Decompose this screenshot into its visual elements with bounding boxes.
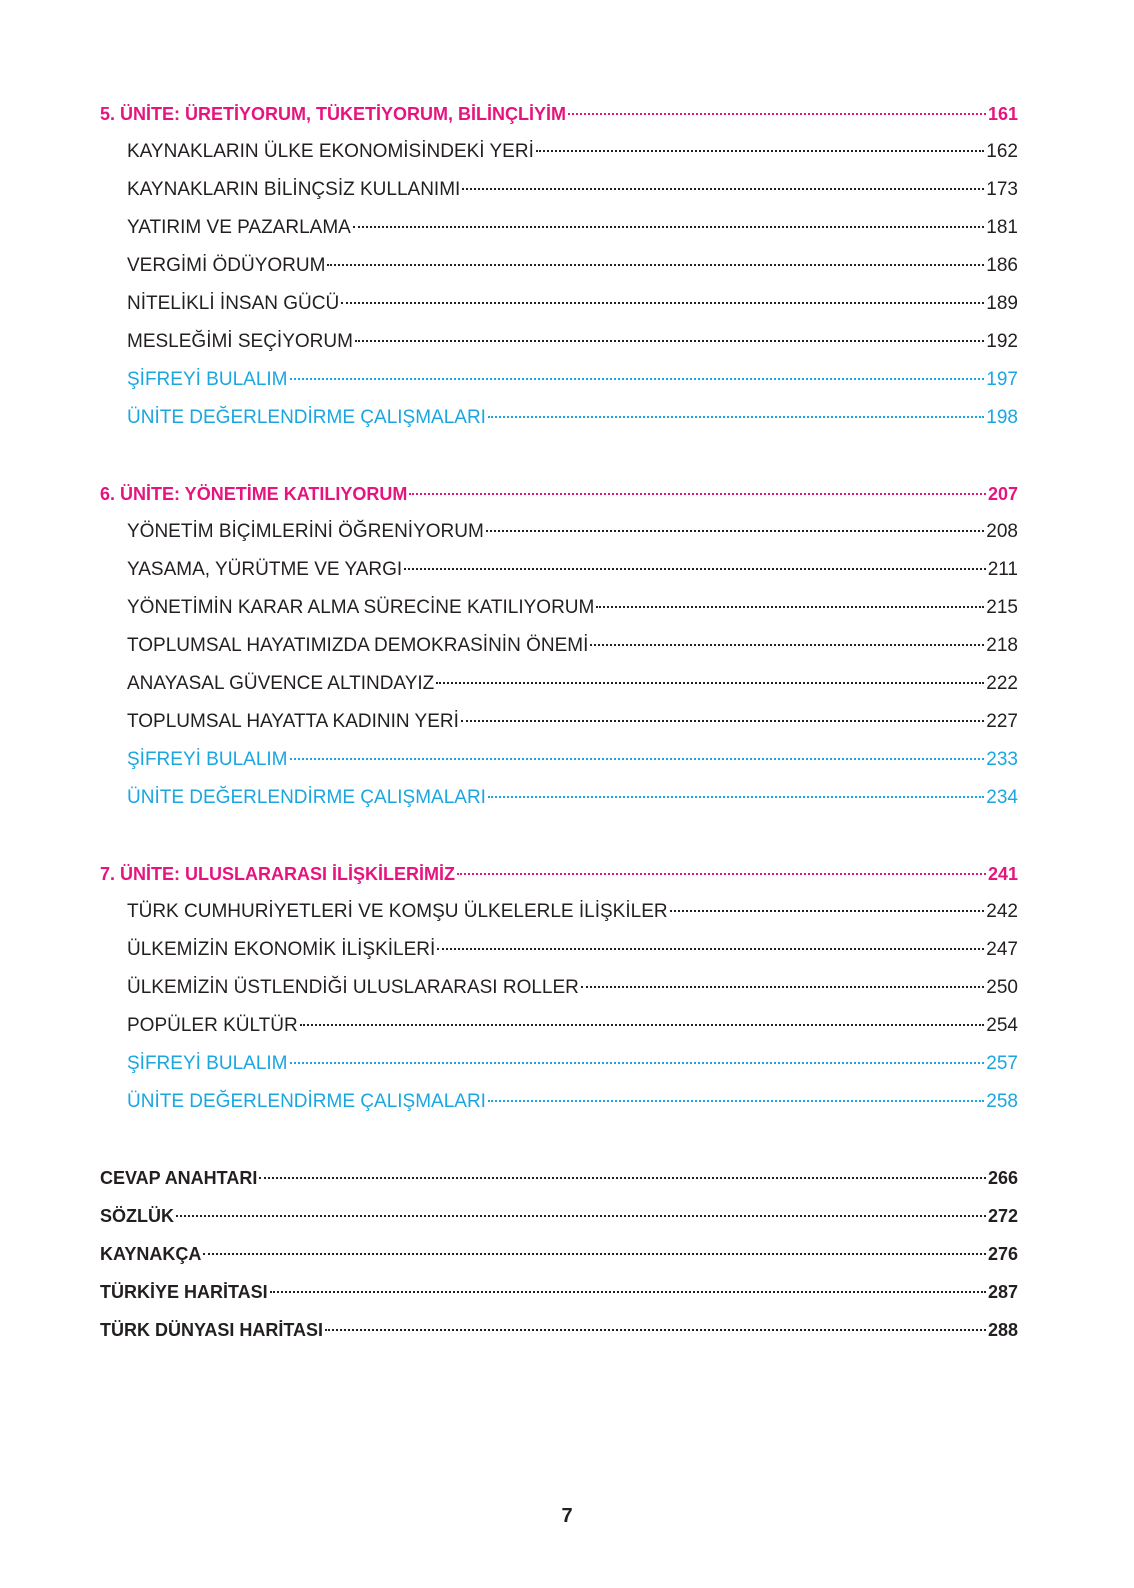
unit-heading[interactable] xyxy=(100,855,1018,893)
toc-entry[interactable] xyxy=(100,133,1018,171)
toc-entry[interactable] xyxy=(100,893,1018,931)
toc-entry[interactable] xyxy=(100,551,1018,589)
toc-entry-page: 272 xyxy=(987,1206,1018,1226)
table-of-contents xyxy=(100,95,1018,1387)
dot-leader xyxy=(290,378,985,380)
toc-entry-page: 186 xyxy=(986,255,1018,276)
toc-entry[interactable] xyxy=(100,779,1018,817)
back-matter-entry[interactable] xyxy=(100,1159,1018,1197)
dot-leader xyxy=(536,150,984,152)
back-matter-entry[interactable] xyxy=(100,1311,1018,1349)
unit-heading[interactable] xyxy=(100,95,1018,133)
toc-entry-page: 242 xyxy=(986,901,1018,922)
toc-entry-label: ŞİFREYİ BULALIM xyxy=(127,1053,288,1074)
dot-leader xyxy=(259,1177,986,1179)
toc-entry[interactable] xyxy=(100,209,1018,247)
toc-entry-page: 215 xyxy=(986,597,1018,618)
dot-leader xyxy=(590,644,984,646)
toc-entry-label: TÜRKİYE HARİTASI xyxy=(100,1282,268,1302)
toc-entry-label: ÜNİTE DEĞERLENDİRME ÇALIŞMALARI xyxy=(127,407,486,428)
dot-leader xyxy=(568,113,986,115)
dot-leader xyxy=(436,682,984,684)
toc-entry-page: 257 xyxy=(986,1053,1018,1074)
dot-leader xyxy=(353,226,984,228)
toc-entry-page: 161 xyxy=(987,104,1018,124)
toc-entry[interactable] xyxy=(100,1083,1018,1121)
toc-entry-label: ÜLKEMİZİN EKONOMİK İLİŞKİLERİ xyxy=(127,939,436,960)
toc-entry-page: 241 xyxy=(987,864,1018,884)
toc-entry-label: ÜNİTE DEĞERLENDİRME ÇALIŞMALARI xyxy=(127,787,486,808)
toc-entry-page: 288 xyxy=(987,1320,1018,1340)
dot-leader xyxy=(300,1024,985,1026)
dot-leader xyxy=(355,340,984,342)
toc-entry[interactable] xyxy=(100,1007,1018,1045)
toc-entry-label: YATIRIM VE PAZARLAMA xyxy=(127,217,351,238)
unit-heading[interactable] xyxy=(100,475,1018,513)
closing-section xyxy=(100,1159,1018,1349)
dot-leader xyxy=(409,493,986,495)
dot-leader xyxy=(270,1291,986,1293)
unit-section xyxy=(100,855,1018,1121)
back-matter-entry[interactable] xyxy=(100,1273,1018,1311)
toc-entry-label: KAYNAKLARIN ÜLKE EKONOMİSİNDEKİ YERİ xyxy=(127,141,534,162)
toc-entry-page: 266 xyxy=(987,1168,1018,1188)
toc-entry-page: 233 xyxy=(986,749,1018,770)
toc-entry-label: YÖNETİMİN KARAR ALMA SÜRECİNE KATILIYORUM xyxy=(127,597,595,618)
toc-entry-page: 197 xyxy=(986,369,1018,390)
toc-entry-label: ŞİFREYİ BULALIM xyxy=(127,749,288,770)
dot-leader xyxy=(437,948,984,950)
toc-entry[interactable] xyxy=(100,247,1018,285)
toc-entry-label: 6. ÜNİTE: YÖNETİME KATILIYORUM xyxy=(100,484,408,504)
toc-entry-label: TÜRK DÜNYASI HARİTASI xyxy=(100,1320,324,1340)
unit-section xyxy=(100,475,1018,817)
toc-entry[interactable] xyxy=(100,969,1018,1007)
toc-entry-label: ANAYASAL GÜVENCE ALTINDAYIZ xyxy=(127,673,435,694)
back-matter-entry[interactable] xyxy=(100,1197,1018,1235)
toc-entry[interactable] xyxy=(100,513,1018,551)
toc-entry-label: TÜRK CUMHURİYETLERİ VE KOMŞU ÜLKELERLE İLİŞKİLER xyxy=(127,901,668,922)
toc-entry[interactable] xyxy=(100,665,1018,703)
toc-entry-page: 287 xyxy=(987,1282,1018,1302)
page-number: 7 xyxy=(561,1505,573,1527)
dot-leader xyxy=(486,530,984,532)
dot-leader xyxy=(461,720,984,722)
dot-leader xyxy=(325,1329,986,1331)
toc-entry[interactable] xyxy=(100,399,1018,437)
dot-leader xyxy=(404,568,985,570)
dot-leader xyxy=(327,264,984,266)
toc-entry-label: ÜLKEMİZİN ÜSTLENDİĞİ ULUSLARARASI ROLLER xyxy=(127,977,579,998)
toc-entry-label: ÜNİTE DEĞERLENDİRME ÇALIŞMALARI xyxy=(127,1091,486,1112)
toc-entry-label: 5. ÜNİTE: ÜRETİYORUM, TÜKETİYORUM, BİLİNÇLİYİM xyxy=(100,104,566,124)
dot-leader xyxy=(290,758,985,760)
toc-entry-label: ŞİFREYİ BULALIM xyxy=(127,369,288,390)
dot-leader xyxy=(596,606,984,608)
dot-leader xyxy=(176,1215,986,1217)
toc-entry-page: 258 xyxy=(986,1091,1018,1112)
toc-entry-page: 192 xyxy=(986,331,1018,352)
dot-leader xyxy=(488,416,984,418)
dot-leader xyxy=(581,986,984,988)
toc-entry-page: 207 xyxy=(987,484,1018,504)
dot-leader xyxy=(203,1253,986,1255)
toc-entry[interactable] xyxy=(100,323,1018,361)
dot-leader xyxy=(670,910,985,912)
unit-section xyxy=(100,95,1018,437)
toc-entry[interactable] xyxy=(100,703,1018,741)
toc-entry[interactable] xyxy=(100,361,1018,399)
toc-entry-label: POPÜLER KÜLTÜR xyxy=(127,1015,298,1036)
toc-entry-page: 198 xyxy=(986,407,1018,428)
dot-leader xyxy=(457,873,986,875)
toc-entry-page: 247 xyxy=(986,939,1018,960)
toc-entry[interactable] xyxy=(100,931,1018,969)
dot-leader xyxy=(341,302,984,304)
toc-entry-label: CEVAP ANAHTARI xyxy=(100,1168,258,1188)
toc-entry[interactable] xyxy=(100,589,1018,627)
toc-entry-label: KAYNAKLARIN BİLİNÇSİZ KULLANIMI xyxy=(127,179,461,200)
dot-leader xyxy=(290,1062,985,1064)
toc-entry[interactable] xyxy=(100,171,1018,209)
toc-entry[interactable] xyxy=(100,741,1018,779)
toc-entry-label: 7. ÜNİTE: ULUSLARARASI İLİŞKİLERİMİZ xyxy=(100,864,455,884)
toc-entry-page: 276 xyxy=(987,1244,1018,1264)
toc-entry[interactable] xyxy=(100,285,1018,323)
toc-entry-label: TOPLUMSAL HAYATTA KADININ YERİ xyxy=(127,711,459,732)
toc-entry-label: MESLEĞİMİ SEÇİYORUM xyxy=(127,331,353,352)
toc-entry-page: 250 xyxy=(986,977,1018,998)
toc-entry-label: KAYNAKÇA xyxy=(100,1244,202,1264)
toc-entry-page: 227 xyxy=(986,711,1018,732)
toc-entry-label: SÖZLÜK xyxy=(100,1206,174,1226)
toc-entry-page: 162 xyxy=(986,141,1018,162)
toc-entry-page: 218 xyxy=(986,635,1018,656)
toc-entry-page: 234 xyxy=(986,787,1018,808)
toc-entry-page: 208 xyxy=(986,521,1018,542)
toc-entry-page: 189 xyxy=(986,293,1018,314)
dot-leader xyxy=(462,188,984,190)
toc-entry-page: 211 xyxy=(987,559,1018,580)
toc-entry-page: 173 xyxy=(986,179,1018,200)
toc-entry[interactable] xyxy=(100,1045,1018,1083)
back-matter-entry[interactable] xyxy=(100,1235,1018,1273)
toc-entry-page: 181 xyxy=(986,217,1018,238)
toc-entry-label: TOPLUMSAL HAYATIMIZDA DEMOKRASİNİN ÖNEMİ xyxy=(127,635,589,656)
toc-entry-label: VERGİMİ ÖDÜYORUM xyxy=(127,255,326,276)
toc-entry-label: YÖNETİM BİÇİMLERİNİ ÖĞRENİYORUM xyxy=(127,521,484,542)
dot-leader xyxy=(488,1100,984,1102)
toc-entry-label: NİTELİKLİ İNSAN GÜCÜ xyxy=(127,293,340,314)
toc-entry-page: 222 xyxy=(986,673,1018,694)
toc-entry-label: YASAMA, YÜRÜTME VE YARGI xyxy=(127,559,403,580)
toc-entry[interactable] xyxy=(100,627,1018,665)
toc-entry-page: 254 xyxy=(986,1015,1018,1036)
dot-leader xyxy=(488,796,984,798)
